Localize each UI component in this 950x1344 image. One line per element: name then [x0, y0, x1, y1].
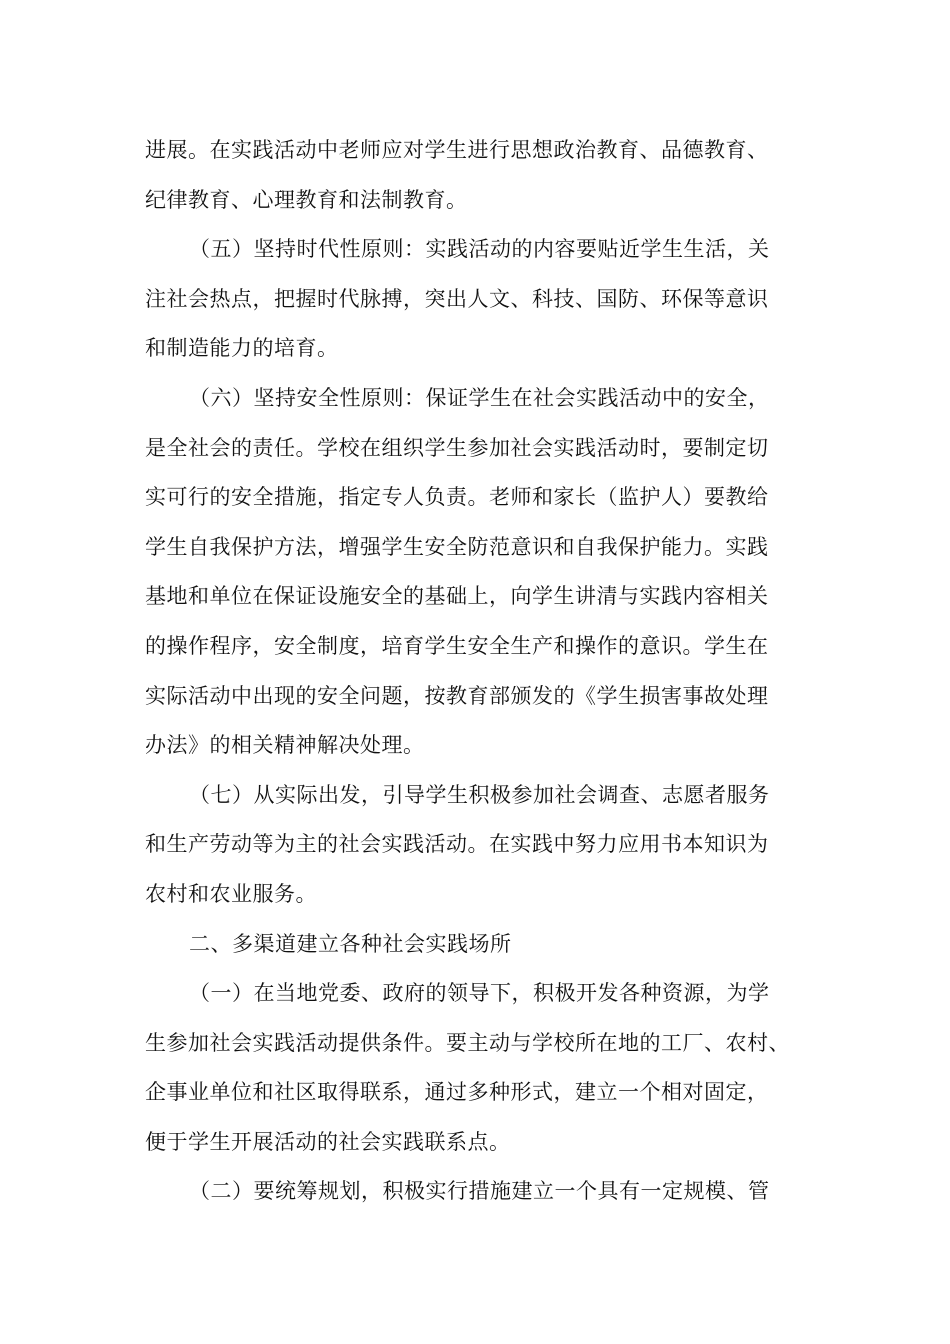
text-line: 基地和单位在保证设施安全的基础上，向学生讲清与实践内容相关: [145, 584, 769, 609]
text-line: 和制造能力的培育。: [145, 336, 339, 361]
paragraph-start-line: （六）坚持安全性原则：保证学生在社会实践活动中的安全，: [189, 385, 770, 410]
paragraph-start-line: （二）要统筹规划，积极实行措施建立一个具有一定规模、管: [189, 1179, 770, 1204]
text-line: 学生自我保护方法，增强学生安全防范意识和自我保护能力。实践: [145, 534, 769, 559]
text-line: 农村和农业服务。: [145, 881, 317, 906]
paragraph-start-line: （五）坚持时代性原则：实践活动的内容要贴近学生生活，关: [189, 237, 770, 262]
text-line: 生参加社会实践活动提供条件。要主动与学校所在地的工厂、农村、: [145, 1030, 790, 1055]
text-line: 便于学生开展活动的社会实践联系点。: [145, 1129, 511, 1154]
text-line: 注社会热点，把握时代脉搏，突出人文、科技、国防、环保等意识: [145, 286, 769, 311]
text-line: 和生产劳动等为主的社会实践活动。在实践中努力应用书本知识为: [145, 832, 769, 857]
document-body: [145, 126, 825, 1217]
text-line: 实际活动中出现的安全问题，按教育部颁发的《学生损害事故处理: [145, 683, 769, 708]
paragraph-start-line: （一）在当地党委、政府的领导下，积极开发各种资源，为学: [189, 981, 770, 1006]
section-heading: 二、多渠道建立各种社会实践场所: [189, 931, 512, 956]
text-line: 进展。在实践活动中老师应对学生进行思想政治教育、品德教育、: [145, 138, 769, 162]
text-line: 企事业单位和社区取得联系，通过多种形式，建立一个相对固定，: [145, 1080, 769, 1105]
text-line: 办法》的相关精神解决处理。: [145, 733, 425, 758]
paragraph-start-line: （七）从实际出发，引导学生积极参加社会调查、志愿者服务: [189, 782, 770, 807]
text-line: 是全社会的责任。学校在组织学生参加社会实践活动时，要制定切: [145, 435, 769, 460]
text-line: 纪律教育、心理教育和法制教育。: [145, 187, 468, 212]
text-line: 实可行的安全措施，指定专人负责。老师和家长（监护人）要教给: [145, 485, 769, 510]
text-line: 的操作程序，安全制度，培育学生安全生产和操作的意识。学生在: [145, 633, 769, 658]
